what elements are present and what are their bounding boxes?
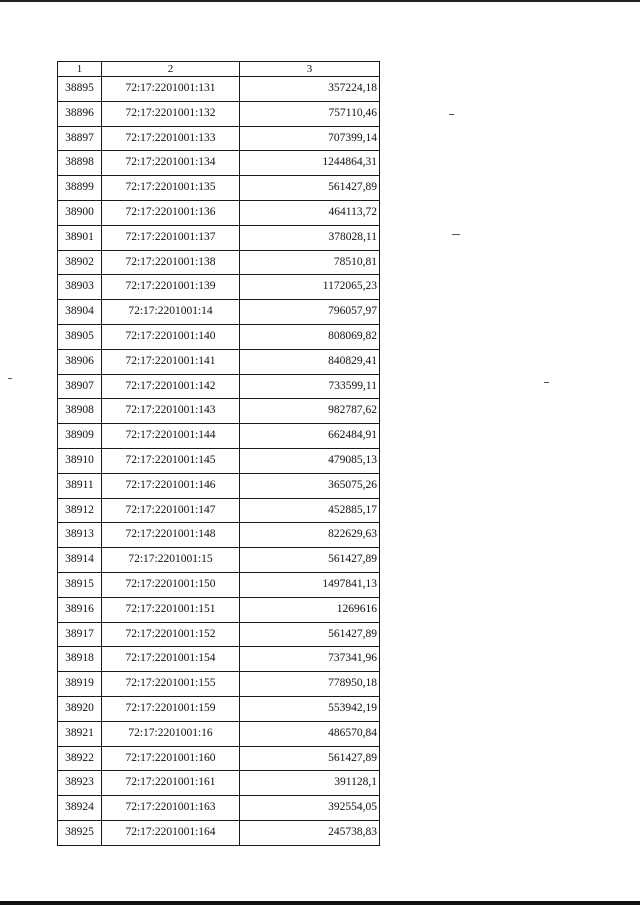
row-number-cell: 38904 — [58, 300, 102, 325]
cadastral-number-cell: 72:17:2201001:146 — [102, 473, 240, 498]
row-number-cell: 38905 — [58, 324, 102, 349]
row-number-cell: 38895 — [58, 77, 102, 102]
cadastral-number-cell: 72:17:2201001:155 — [102, 672, 240, 697]
table-row — [58, 424, 380, 449]
cadastral-number-cell: 72:17:2201001:134 — [102, 151, 240, 176]
cadastral-number-cell: 72:17:2201001:141 — [102, 349, 240, 374]
cadastral-value-cell: 357224,18 — [240, 77, 380, 102]
row-number-cell: 38901 — [58, 225, 102, 250]
cadastral-value-cell: 561427,89 — [240, 746, 380, 771]
cadastral-number-cell: 72:17:2201001:164 — [102, 820, 240, 845]
row-number-cell: 38914 — [58, 548, 102, 573]
cadastral-value-cell: 479085,13 — [240, 448, 380, 473]
column-header-1: 1 — [58, 62, 102, 77]
table-row — [58, 349, 380, 374]
scan-speck — [449, 114, 454, 115]
cadastral-value-cell: 365075,26 — [240, 473, 380, 498]
row-number-cell: 38912 — [58, 498, 102, 523]
cadastral-number-cell: 72:17:2201001:142 — [102, 374, 240, 399]
cadastral-number-cell: 72:17:2201001:133 — [102, 126, 240, 151]
table-row — [58, 200, 380, 225]
cadastral-number-cell: 72:17:2201001:132 — [102, 101, 240, 126]
row-number-cell: 38896 — [58, 101, 102, 126]
table-row — [58, 622, 380, 647]
cadastral-value-cell: 561427,89 — [240, 176, 380, 201]
cadastral-number-cell: 72:17:2201001:131 — [102, 77, 240, 102]
row-number-cell: 38920 — [58, 696, 102, 721]
cadastral-value-cell: 245738,83 — [240, 820, 380, 845]
table-row — [58, 672, 380, 697]
cadastral-number-cell: 72:17:2201001:152 — [102, 622, 240, 647]
cadastral-value-cell: 391128,1 — [240, 771, 380, 796]
table-row — [58, 101, 380, 126]
cadastral-value-cell: 1269616 — [240, 597, 380, 622]
table-row — [58, 374, 380, 399]
table-row — [58, 77, 380, 102]
row-number-cell: 38922 — [58, 746, 102, 771]
table-row — [58, 572, 380, 597]
table-row — [58, 548, 380, 573]
cadastral-value-cell: 378028,11 — [240, 225, 380, 250]
row-number-cell: 38911 — [58, 473, 102, 498]
table-body — [58, 77, 380, 846]
table-row — [58, 300, 380, 325]
row-number-cell: 38916 — [58, 597, 102, 622]
row-number-cell: 38915 — [58, 572, 102, 597]
table-row — [58, 696, 380, 721]
cadastral-value-cell: 822629,63 — [240, 523, 380, 548]
table-row — [58, 176, 380, 201]
table-row — [58, 523, 380, 548]
cadastral-value-table — [57, 61, 380, 846]
row-number-cell: 38910 — [58, 448, 102, 473]
cadastral-number-cell: 72:17:2201001:151 — [102, 597, 240, 622]
header-row — [58, 62, 380, 77]
cadastral-number-cell: 72:17:2201001:16 — [102, 721, 240, 746]
cadastral-value-cell: 78510,81 — [240, 250, 380, 275]
cadastral-number-cell: 72:17:2201001:148 — [102, 523, 240, 548]
cadastral-number-cell: 72:17:2201001:144 — [102, 424, 240, 449]
table-row — [58, 498, 380, 523]
cadastral-value-cell: 982787,62 — [240, 399, 380, 424]
table-row — [58, 796, 380, 821]
row-number-cell: 38913 — [58, 523, 102, 548]
cadastral-number-cell: 72:17:2201001:154 — [102, 647, 240, 672]
table-row — [58, 448, 380, 473]
table-row — [58, 721, 380, 746]
cadastral-number-cell: 72:17:2201001:138 — [102, 250, 240, 275]
cadastral-value-cell: 1172065,23 — [240, 275, 380, 300]
cadastral-number-cell: 72:17:2201001:15 — [102, 548, 240, 573]
cadastral-value-cell: 1244864,31 — [240, 151, 380, 176]
table-row — [58, 473, 380, 498]
cadastral-value-cell: 757110,46 — [240, 101, 380, 126]
cadastral-number-cell: 72:17:2201001:161 — [102, 771, 240, 796]
row-number-cell: 38917 — [58, 622, 102, 647]
cadastral-value-cell: 778950,18 — [240, 672, 380, 697]
table-row — [58, 597, 380, 622]
table-row — [58, 151, 380, 176]
row-number-cell: 38918 — [58, 647, 102, 672]
cadastral-number-cell: 72:17:2201001:137 — [102, 225, 240, 250]
cadastral-number-cell: 72:17:2201001:147 — [102, 498, 240, 523]
cadastral-number-cell: 72:17:2201001:159 — [102, 696, 240, 721]
table-row — [58, 250, 380, 275]
page-bottom-edge — [0, 901, 640, 905]
column-header-3: 3 — [240, 62, 380, 77]
cadastral-number-cell: 72:17:2201001:160 — [102, 746, 240, 771]
scan-speck — [544, 382, 549, 383]
row-number-cell: 38925 — [58, 820, 102, 845]
table-header — [58, 62, 380, 77]
cadastral-value-cell: 1497841,13 — [240, 572, 380, 597]
cadastral-value-cell: 452885,17 — [240, 498, 380, 523]
row-number-cell: 38897 — [58, 126, 102, 151]
cadastral-value-cell: 808069,82 — [240, 324, 380, 349]
scan-speck — [8, 378, 12, 379]
row-number-cell: 38906 — [58, 349, 102, 374]
cadastral-number-cell: 72:17:2201001:143 — [102, 399, 240, 424]
cadastral-value-cell: 707399,14 — [240, 126, 380, 151]
cadastral-value-cell: 486570,84 — [240, 721, 380, 746]
cadastral-number-cell: 72:17:2201001:135 — [102, 176, 240, 201]
cadastral-number-cell: 72:17:2201001:136 — [102, 200, 240, 225]
table-row — [58, 126, 380, 151]
cadastral-number-cell: 72:17:2201001:150 — [102, 572, 240, 597]
cadastral-number-cell: 72:17:2201001:145 — [102, 448, 240, 473]
table-row — [58, 225, 380, 250]
row-number-cell: 38908 — [58, 399, 102, 424]
cadastral-value-cell: 464113,72 — [240, 200, 380, 225]
table-row — [58, 771, 380, 796]
table-row — [58, 746, 380, 771]
table-row — [58, 647, 380, 672]
cadastral-value-cell: 553942,19 — [240, 696, 380, 721]
row-number-cell: 38898 — [58, 151, 102, 176]
cadastral-number-cell: 72:17:2201001:139 — [102, 275, 240, 300]
cadastral-value-cell: 561427,89 — [240, 622, 380, 647]
row-number-cell: 38923 — [58, 771, 102, 796]
cadastral-value-cell: 796057,97 — [240, 300, 380, 325]
table-row — [58, 324, 380, 349]
row-number-cell: 38903 — [58, 275, 102, 300]
cadastral-value-cell: 840829,41 — [240, 349, 380, 374]
table-row — [58, 820, 380, 845]
cadastral-value-cell: 561427,89 — [240, 548, 380, 573]
row-number-cell: 38919 — [58, 672, 102, 697]
cadastral-value-cell: 392554,05 — [240, 796, 380, 821]
scan-speck — [452, 234, 460, 235]
cadastral-value-cell: 662484,91 — [240, 424, 380, 449]
cadastral-value-cell: 733599,11 — [240, 374, 380, 399]
table-row — [58, 399, 380, 424]
row-number-cell: 38899 — [58, 176, 102, 201]
row-number-cell: 38900 — [58, 200, 102, 225]
cadastral-number-cell: 72:17:2201001:140 — [102, 324, 240, 349]
row-number-cell: 38924 — [58, 796, 102, 821]
cadastral-number-cell: 72:17:2201001:163 — [102, 796, 240, 821]
row-number-cell: 38921 — [58, 721, 102, 746]
table-row — [58, 275, 380, 300]
row-number-cell: 38907 — [58, 374, 102, 399]
column-header-2: 2 — [102, 62, 240, 77]
cadastral-number-cell: 72:17:2201001:14 — [102, 300, 240, 325]
page-top-edge — [0, 0, 640, 2]
row-number-cell: 38909 — [58, 424, 102, 449]
cadastral-value-cell: 737341,96 — [240, 647, 380, 672]
row-number-cell: 38902 — [58, 250, 102, 275]
